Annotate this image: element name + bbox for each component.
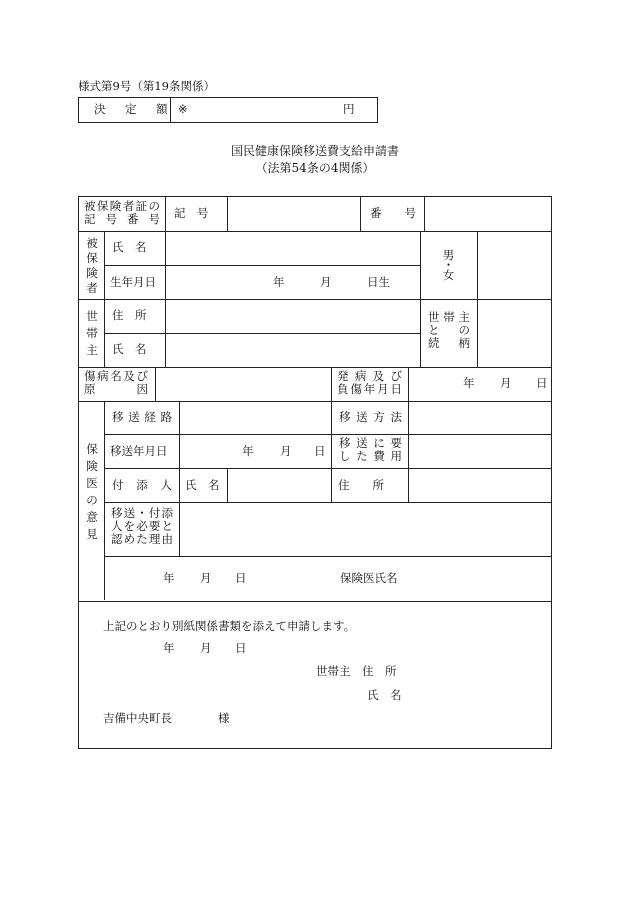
dob-year: 年 — [273, 275, 285, 289]
transfer-year: 年 — [242, 444, 254, 458]
attendant-name-label: 氏 名 — [185, 478, 220, 492]
insured-name-label: 氏 名 — [112, 240, 147, 254]
address-label: 住 所 — [112, 308, 147, 322]
attendant-label: 付添人 — [112, 478, 172, 492]
insured-label: 被保険者 — [86, 236, 98, 295]
gender-dot: ・ — [442, 258, 455, 272]
decision-unit: 円 — [343, 102, 355, 116]
doctor-name-label: 保険医氏名 — [340, 571, 398, 585]
transfer-date-label: 移送年月日 — [110, 444, 168, 458]
application-year: 年 — [163, 641, 175, 655]
honorific: 様 — [218, 711, 230, 725]
householder-name-label: 氏 名 — [367, 688, 402, 702]
gender-male: 男 — [442, 248, 455, 262]
page-title: 国民健康保険移送費支給申請書 — [230, 144, 399, 158]
dob-month: 月 — [320, 275, 332, 289]
dob-day-born: 日生 — [367, 275, 390, 289]
symbol-label: 記 号 — [174, 206, 209, 220]
onset-label: 発病及び 負傷年月日 — [337, 369, 402, 396]
decision-mark: ※ — [178, 102, 188, 116]
page-subtitle: （法第54条の4関係） — [255, 161, 375, 175]
application-statement: 上記のとおり別紙関係書類を添えて申請します。 — [103, 619, 356, 633]
gender-female: 女 — [442, 268, 455, 282]
relation-label: 世帯主 と の 続 柄 — [428, 310, 470, 350]
onset-month: 月 — [500, 376, 512, 390]
addressee: 吉備中央町長 — [103, 711, 172, 725]
sign-day: 日 — [235, 571, 247, 585]
dob-label: 生年月日 — [110, 275, 156, 289]
householder-address-label: 世帯主 住 所 — [316, 664, 397, 678]
disease-label: 傷病名及び 原 因 — [84, 369, 148, 396]
transfer-month: 月 — [280, 444, 292, 458]
transfer-day: 日 — [314, 444, 326, 458]
application-month: 月 — [200, 641, 212, 655]
cert-label: 被保険者証の 記号番号 — [84, 199, 160, 226]
application-day: 日 — [235, 641, 247, 655]
sign-year: 年 — [163, 571, 175, 585]
method-label: 移送方法 — [339, 410, 402, 424]
decision-amount-label: 決 定 額 — [94, 102, 172, 116]
form-number: 様式第9号（第19条関係） — [78, 79, 215, 93]
doctor-opinion-label: 保険医の意見 — [86, 442, 98, 541]
reason-label: 移送・付添 人を必要と 認めた理由 — [111, 506, 173, 546]
onset-year: 年 — [463, 376, 475, 390]
hh-name-label: 氏 名 — [112, 342, 147, 356]
cost-label: 移送に要 した費用 — [339, 436, 402, 463]
number-label: 番 号 — [370, 206, 416, 220]
sign-month: 月 — [200, 571, 212, 585]
route-label: 移送経路 — [112, 410, 172, 424]
onset-day: 日 — [536, 376, 548, 390]
householder-label: 世帯主 — [86, 309, 98, 357]
attendant-address-label: 住 所 — [338, 478, 384, 492]
